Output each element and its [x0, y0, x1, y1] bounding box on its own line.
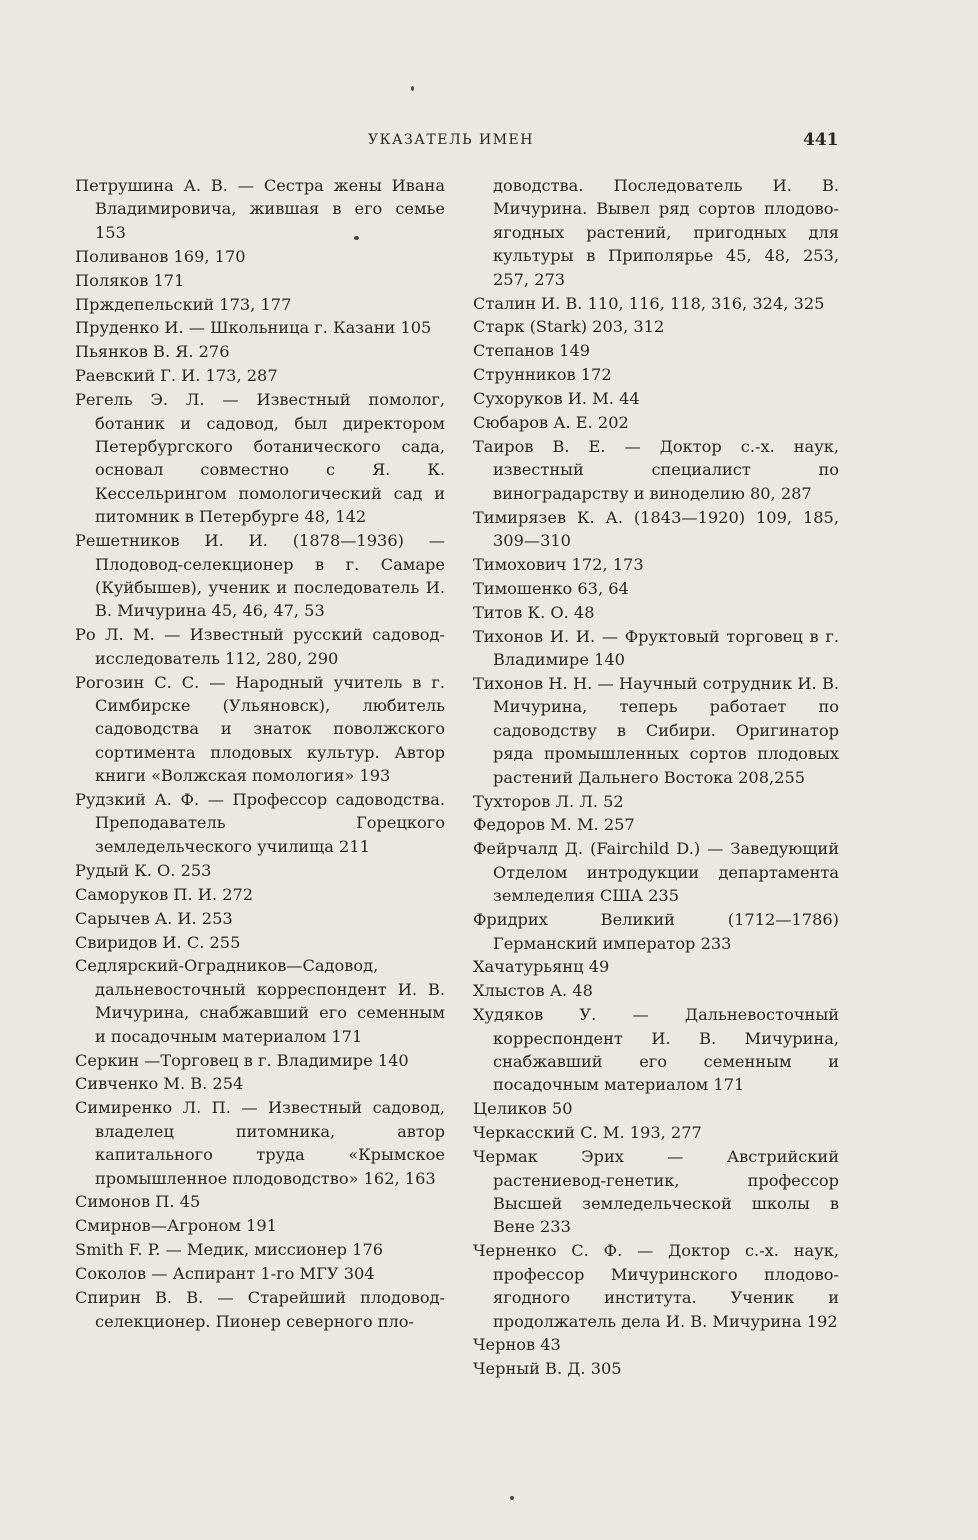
index-entry: Рудый К. О. 253: [75, 860, 212, 880]
index-entry: Хачатурьянц 49: [473, 957, 610, 977]
index-entry: Тихонов И. И. — Фруктовый торговец в г. Владимире 140: [473, 626, 839, 670]
right-column: [473, 174, 839, 1381]
index-entry: Черный В. Д. 305: [473, 1359, 622, 1379]
index-entry: Сарычев А. И. 253: [75, 908, 233, 928]
index-entry: Тимохович 172, 173: [473, 555, 644, 574]
index-entry: Хлыстов А. 48: [473, 981, 593, 1001]
index-entry: Ро Л. М. — Известный русский садовод-исследователь 112, 280, 290: [75, 625, 445, 668]
index-entry: Тихонов Н. Н. — Научный сотрудник И. В. Мичурина, теперь работает по садоводству в Сибири. Оригинатор ряда промышленных сортов плодовых растений Дальнего Востока 208,255: [473, 674, 839, 787]
index-entry: Степанов 149: [473, 341, 591, 361]
index-entry: Черненко С. Ф. — Доктор с.-х. наук, профессор Мичуринского плодово-ягодного института. Ученик и продолжатель дела И. В. Мичурина 192: [473, 1241, 839, 1331]
page-number: 441: [803, 130, 839, 150]
index-entry: Прждепельский 173, 177: [75, 294, 292, 314]
index-entry-continuation: доводства. Последователь И. В. Мичурина. Вывел ряд сортов плодово-ягодных растений, пригодных для культуры в Приполярье 45, 48, 253, 257, 273: [493, 176, 839, 289]
index-entry: Сухоруков И. М. 44: [473, 389, 640, 409]
index-entry: Тухторов Л. Л. 52: [473, 791, 624, 811]
index-entry: Серкин —Торговец в г. Владимире 140: [75, 1050, 409, 1070]
index-entry: Пьянков В. Я. 276: [75, 342, 230, 362]
paper-speck: [411, 86, 414, 91]
running-header: УКАЗАТЕЛЬ ИМЕН: [368, 132, 534, 148]
index-entry: Соколов — Аспирант 1-го МГУ 304: [75, 1264, 375, 1284]
index-entry: Спирин В. В. — Старейший плодовод-селекционер. Пионер северного пло-: [75, 1288, 445, 1331]
index-entry: Струнников 172: [473, 365, 612, 385]
index-entry: Поливанов 169, 170: [75, 246, 246, 266]
index-entry: Таиров В. Е. — Доктор с.-х. наук, известный специалист по виноградарству и виноделию 80, 287: [473, 436, 839, 503]
index-entry: Симиренко Л. П. — Известный садовод, владелец питомника, автор капитального труда «Крымское промышленное плодоводство» 162, 163: [75, 1098, 445, 1188]
left-column: [75, 174, 445, 1333]
index-entry: Старк (Stark) 203, 312: [473, 317, 665, 337]
index-entry: Черкасский С. М. 193, 277: [473, 1123, 702, 1143]
index-entry: Саморуков П. И. 272: [75, 884, 254, 904]
index-entry: Целиков 50: [473, 1099, 573, 1119]
index-entry: Чернов 43: [473, 1335, 561, 1355]
index-entry: Пруденко И. — Школьница г. Казани 105: [75, 318, 432, 338]
index-entry: Симонов П. 45: [75, 1192, 201, 1212]
index-entry: Smith F. P. — Медик, миссионер 176: [75, 1240, 384, 1260]
index-entry: Фридрих Великий (1712—1786) Германский император 233: [473, 910, 839, 953]
index-entry: Сюбаров А. Е. 202: [473, 413, 629, 433]
index-entry: Решетников И. И. (1878—1936) — Плодовод-селекционер в г. Самаре (Куйбышев), ученик и последователь И. В. Мичурина 45, 46, 47, 53: [75, 531, 445, 621]
index-entry: Худяков У. — Дальневосточный корреспондент И. В. Мичурина, снабжавший его семенным и посадочным материалом 171: [473, 1005, 839, 1095]
index-entry: Титов К. О. 48: [473, 602, 595, 622]
index-entry: Седлярский-Оградников—Садовод, дальневосточный корреспондент И. В. Мичурина, снабжавший его семенным и посадочным материалом 171: [75, 956, 445, 1046]
index-entry: Регель Э. Л. — Известный помолог, ботаник и садовод, был директором Петербургского ботанического сада, основал совместно с Я. К. Кессельрингом помологический сад и питомник в Петербурге 48, 142: [75, 390, 445, 527]
paper-speck: [510, 1496, 514, 1500]
index-entry: Рогозин С. С. — Народный учитель в г. Симбирске (Ульяновск), любитель садоводства и знаток поволжского сортимента плодовых культур. Автор книги «Волжская помология» 193: [75, 672, 445, 786]
index-entry: Сивченко М. В. 254: [75, 1074, 244, 1094]
index-entry: Федоров М. М. 257: [473, 815, 635, 835]
index-entry: Петрушина А. В. — Сестра жены Ивана Владимировича, жившая в его семье 153: [75, 176, 445, 242]
index-entry: Чермак Эрих — Австрийский растениевод-генетик, профессор Высшей земледельческой школы в Вене 233: [473, 1147, 839, 1237]
index-entry: Тимирязев К. А. (1843—1920) 109, 185, 309—310: [473, 507, 839, 551]
index-entry: Тимошенко 63, 64: [473, 578, 629, 598]
paper-speck: [354, 236, 359, 240]
index-entry: Раевский Г. И. 173, 287: [75, 366, 278, 386]
index-entry: Фейрчалд Д. (Fairchild D.) — Заведующий Отделом интродукции департамента земледелия США 235: [473, 839, 839, 906]
index-entry: Смирнов—Агроном 191: [75, 1216, 277, 1236]
index-entry: Свиридов И. С. 255: [75, 932, 241, 952]
index-entry: Сталин И. В. 110, 116, 118, 316, 324, 325: [473, 293, 825, 313]
index-entry: Рудзкий А. Ф. — Профессор садоводства. Преподаватель Горецкого земледельческого училища 211: [75, 790, 445, 856]
index-entry: Поляков 171: [75, 270, 185, 290]
